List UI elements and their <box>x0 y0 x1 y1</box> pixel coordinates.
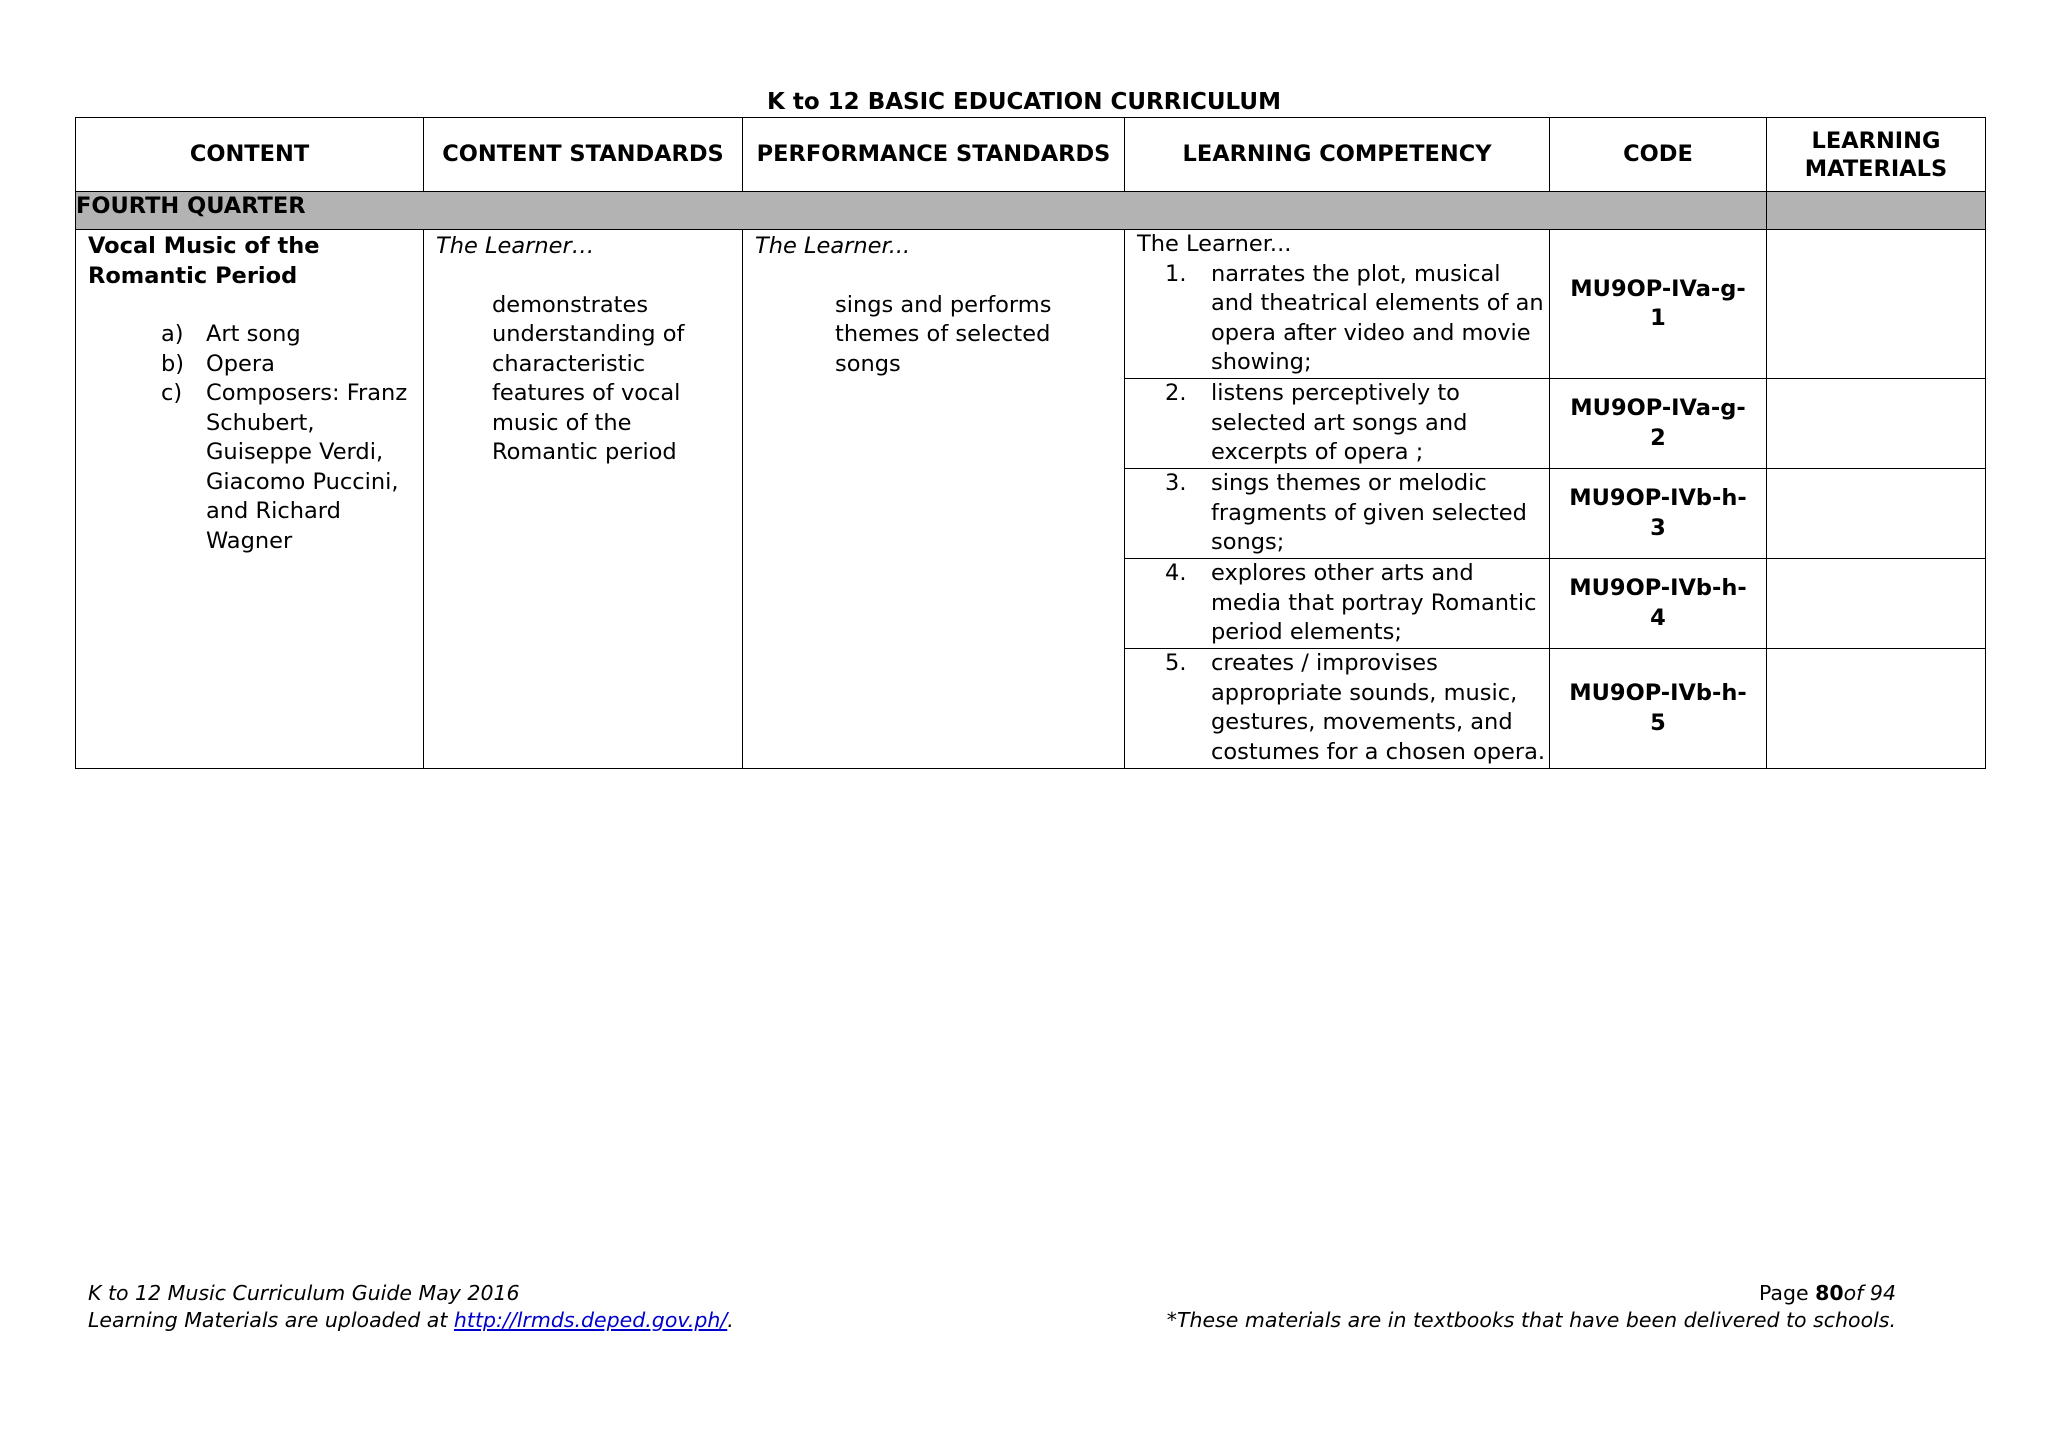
content-standards-text: demonstrates understanding of characteristic features of vocal music of the Romantic period <box>492 291 685 465</box>
content-title-line1: Vocal Music of the <box>88 233 320 259</box>
competency-item <box>1125 559 1549 648</box>
page-number-line <box>1167 1280 1896 1307</box>
code-line1: MU9OP-IVa-g- <box>1570 275 1746 302</box>
footer-right <box>1167 1280 1896 1334</box>
competency-item <box>1125 469 1549 558</box>
page-label: Page <box>1758 1281 1816 1305</box>
competency-cell <box>1125 230 1550 379</box>
performance-standards-intro: The Learner... <box>755 233 911 259</box>
competency-number: 5. <box>1165 650 1187 676</box>
code-line2: 2 <box>1650 424 1666 451</box>
header-learning-materials-line1: LEARNING <box>1811 127 1941 154</box>
competency-item <box>1125 260 1549 378</box>
competency-number: 3. <box>1165 470 1187 496</box>
code-cell <box>1550 559 1767 649</box>
code-cell <box>1550 649 1767 769</box>
competency-text: creates / improvises appropriate sounds, music, gestures, movements, and costumes for a chosen opera. <box>1211 650 1546 765</box>
header-learning-materials <box>1767 118 1986 192</box>
code-line1: MU9OP-IVb-h- <box>1569 680 1747 706</box>
materials-note: *These materials are in textbooks that have been delivered to schools. <box>1166 1308 1896 1332</box>
table-row <box>76 230 1986 379</box>
quarter-label: FOURTH QUARTER <box>76 192 1767 230</box>
content-title <box>88 232 413 291</box>
learning-materials-cell <box>1767 469 1986 559</box>
uploaded-note <box>88 1307 734 1334</box>
code-line2: 5 <box>1650 709 1666 736</box>
competency-cell <box>1125 469 1550 559</box>
header-performance-standards: PERFORMANCE STANDARDS <box>743 118 1125 192</box>
code-line2: 1 <box>1650 305 1666 331</box>
quarter-learning-materials-cell <box>1767 192 1986 230</box>
page-number: 80 <box>1815 1281 1844 1305</box>
quarter-row <box>76 192 1986 230</box>
uploaded-suffix: . <box>727 1308 734 1332</box>
code-cell <box>1550 469 1767 559</box>
learning-materials-cell <box>1767 649 1986 769</box>
code-line2: 4 <box>1650 604 1666 631</box>
content-standards-cell <box>424 230 743 769</box>
competency-cell <box>1125 379 1550 469</box>
list-text: Opera <box>206 350 275 377</box>
footer-left <box>88 1280 734 1334</box>
content-cell <box>76 230 424 769</box>
competency-intro: The Learner... <box>1137 231 1292 257</box>
header-content: CONTENT <box>76 118 424 192</box>
code-line2: 3 <box>1650 514 1666 541</box>
header-code: CODE <box>1550 118 1767 192</box>
competency-number: 1. <box>1165 260 1187 287</box>
list-marker: b) <box>161 350 185 377</box>
competency-item <box>1125 379 1549 468</box>
competency-cell <box>1125 559 1550 649</box>
competency-text: explores other arts and media that portray Romantic period elements; <box>1211 560 1537 645</box>
page-total: of 94 <box>1843 1281 1896 1305</box>
list-text: Composers: Franz Schubert, Guiseppe Verdi, Giacomo Puccini, and Richard Wagner <box>206 380 408 554</box>
header-learning-competency: LEARNING COMPETENCY <box>1125 118 1550 192</box>
list-item <box>88 350 413 380</box>
curriculum-table <box>75 117 1986 769</box>
learning-materials-cell <box>1767 559 1986 649</box>
list-item <box>88 320 413 350</box>
competency-text: sings themes or melodic fragments of given selected songs; <box>1211 470 1527 555</box>
performance-standards-text: sings and performs themes of selected songs <box>835 291 1052 377</box>
content-title-line2: Romantic Period <box>88 262 298 289</box>
uploaded-prefix: Learning Materials are uploaded at <box>88 1308 454 1332</box>
competency-text: narrates the plot, musical and theatrical elements of an opera after video and movie showing; <box>1211 260 1544 375</box>
list-item <box>88 379 413 556</box>
header-learning-materials-line2: MATERIALS <box>1804 155 1948 182</box>
code-cell <box>1550 379 1767 469</box>
lrmds-link[interactable]: http://lrmds.deped.gov.ph/ <box>453 1308 728 1332</box>
code-line1: MU9OP-IVb-h- <box>1569 485 1747 511</box>
code-line1: MU9OP-IVb-h- <box>1569 575 1747 601</box>
list-marker: c) <box>161 380 183 406</box>
competency-text: listens perceptively to selected art songs and excerpts of opera ; <box>1211 380 1468 465</box>
header-row <box>76 118 1986 192</box>
learning-materials-cell <box>1767 379 1986 469</box>
content-standards-intro: The Learner… <box>436 233 595 259</box>
competency-number: 4. <box>1165 560 1187 586</box>
performance-standards-cell <box>743 230 1125 769</box>
list-text: Art song <box>206 321 301 347</box>
code-cell <box>1550 230 1767 379</box>
header-content-standards: CONTENT STANDARDS <box>424 118 743 192</box>
learning-materials-cell <box>1767 230 1986 379</box>
competency-item <box>1125 649 1549 767</box>
content-list <box>88 320 413 556</box>
guide-title: K to 12 Music Curriculum Guide May 2016 <box>88 1281 520 1305</box>
list-marker: a) <box>161 321 184 347</box>
competency-number: 2. <box>1165 380 1187 406</box>
page-title: K to 12 BASIC EDUCATION CURRICULUM <box>767 89 1281 115</box>
code-line1: MU9OP-IVa-g- <box>1570 395 1746 421</box>
competency-cell <box>1125 649 1550 769</box>
